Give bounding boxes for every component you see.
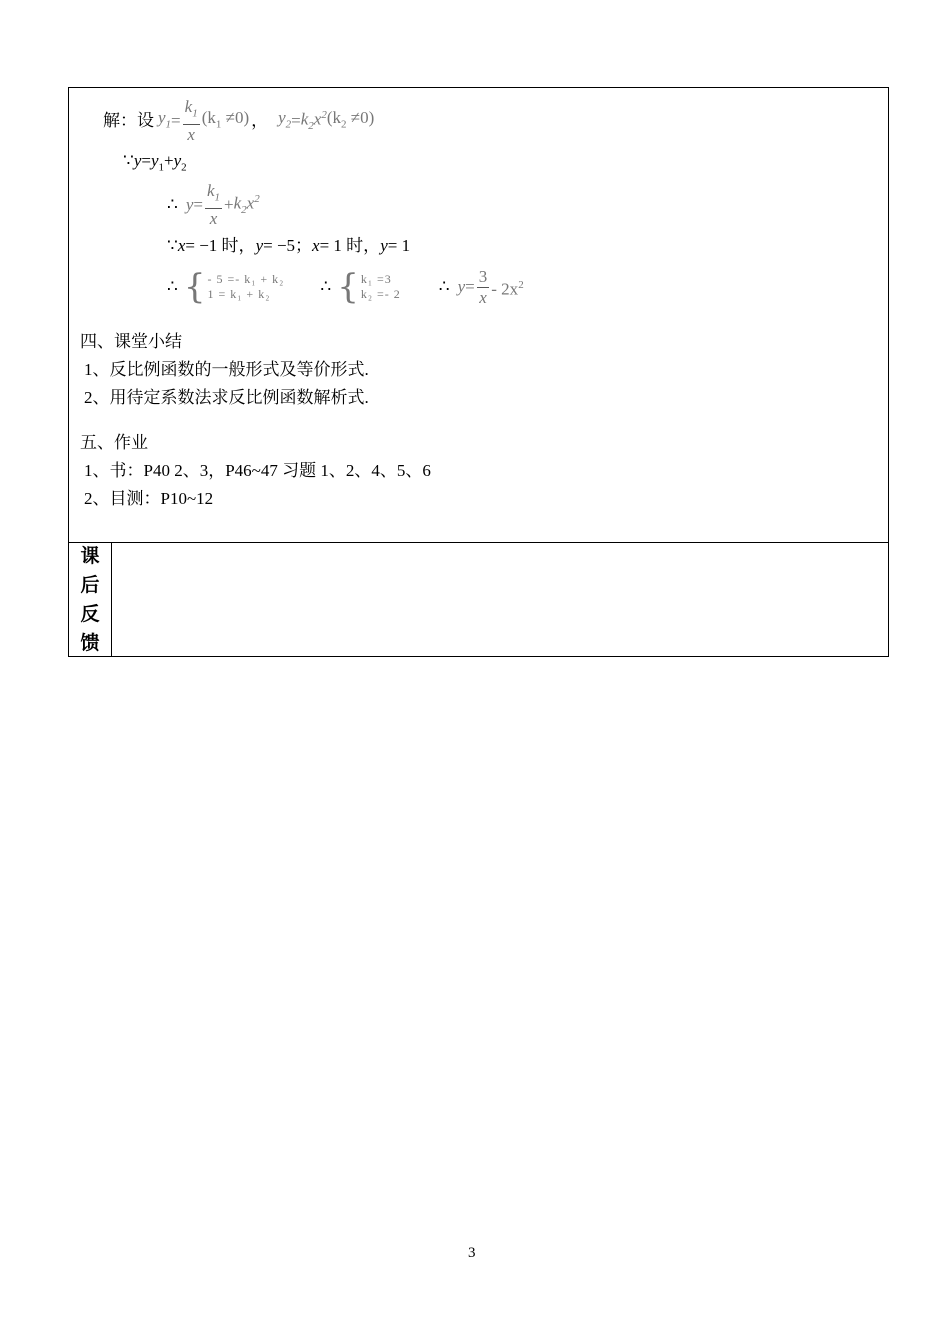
- summary-heading: 四、课堂小结: [80, 332, 182, 351]
- system-solution-line: ∴ { - 5 =- k₁ + k₂ 1 = k₁ + k₂ ∴ { k₁ =3 k₂ =- 2 ∴ y = $\frac{3}{x}$ - $2x^2$: [167, 266, 524, 307]
- lesson-table: [68, 87, 889, 657]
- homework-heading: 五、作业: [80, 433, 148, 452]
- summary-item-1: 1、反比例函数的一般形式及等价形式.: [84, 360, 369, 379]
- feedback-cell: [112, 543, 888, 656]
- final-fraction: $\frac{3}{x}$: [478, 266, 488, 307]
- equation-system-1: { - 5 =- k₁ + k₂ 1 = k₁ + k₂: [183, 267, 285, 307]
- page-number: 3: [468, 1245, 476, 1261]
- k1-over-x-fraction-2: $\frac{k_1}{x}$: [206, 181, 221, 228]
- homework-item-2: 2、目测：P10~12: [84, 489, 214, 508]
- feedback-label: 课 后 反 馈: [80, 544, 100, 654]
- y1-symbol: $y_1$: [158, 107, 172, 131]
- condition-k1: $(k_1 \ne 0)$: [201, 107, 250, 131]
- combined-formula-line: ∴ y = $\frac{k_1}{x}$ + $k_2x^2$: [167, 181, 260, 228]
- k2-x-squared: $k_2x^2$: [300, 109, 327, 133]
- sum-relation-line: $\because y=y_1+y_2$: [123, 151, 187, 174]
- homework-item-1: 1、书：P40 2、3，P46~47 习题 1、2、4、5、6: [84, 461, 431, 480]
- k1-over-x-fraction: $\frac{k_1}{x}$: [184, 97, 198, 144]
- final-tail: - $2x^2$: [491, 278, 524, 299]
- solution-line: 解：设 $y_1$ = $\frac{k_1}{x}$ $(k_1 \ne 0)$ ， $y_2$ = $k_2x^2$ $(k_2 \ne 0)$: [103, 97, 375, 144]
- solution-lead: 解：设: [103, 111, 154, 130]
- summary-item-2: 2、用待定系数法求反比例函数解析式.: [84, 388, 369, 407]
- conditions-line: ∵x= −1 时，y= −5；x= 1 时，y= 1: [167, 236, 411, 255]
- y2-symbol: $y_2$: [278, 107, 292, 131]
- equation-system-2: { k₁ =3 k₂ =- 2: [337, 267, 401, 307]
- condition-k2: $(k_2 \ne 0)$: [326, 107, 375, 131]
